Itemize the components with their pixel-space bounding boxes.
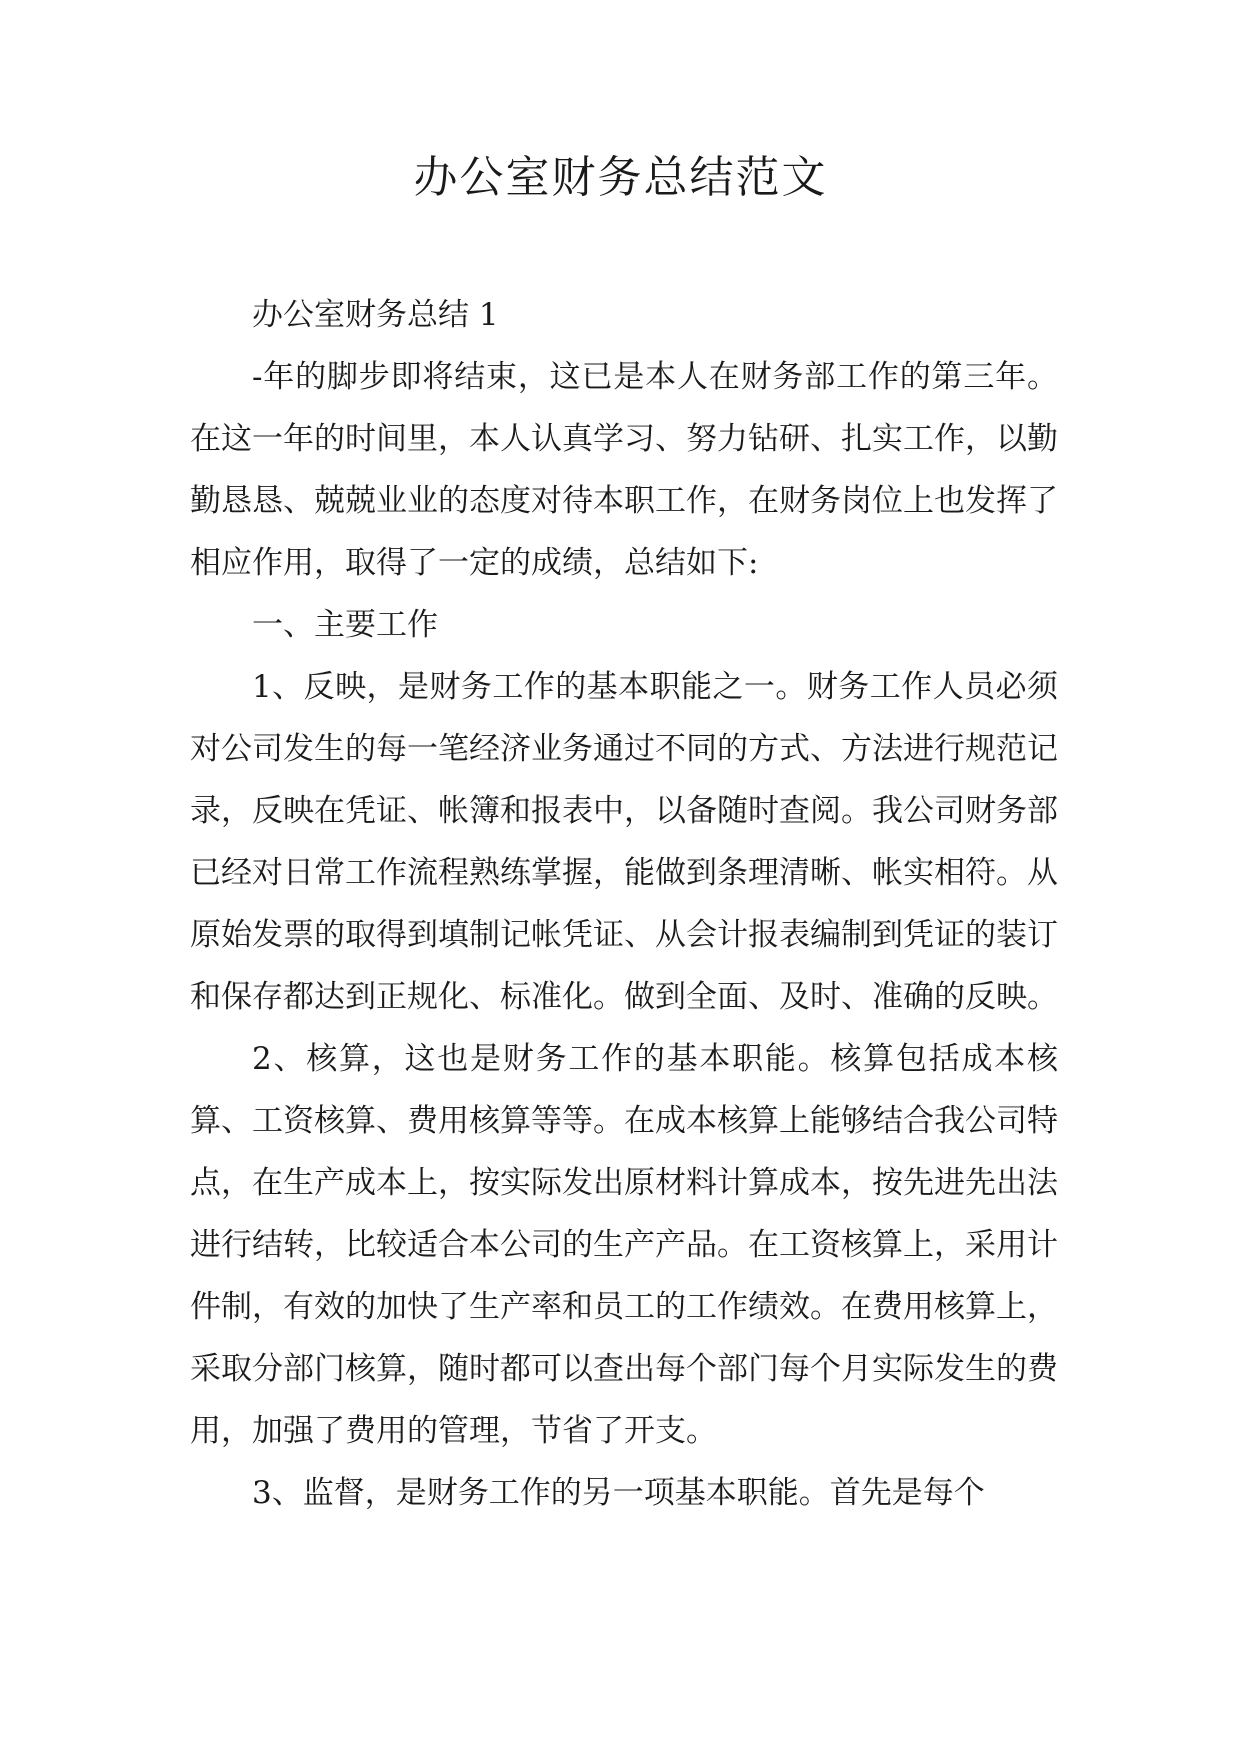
document-title: 办公室财务总结范文 [413,152,828,203]
document-body [190,284,1058,1524]
paragraph-intro: -年的脚步即将结束，这已是本人在财务部工作的第三年。在这一年的时间里，本人认真学习、努力钻研、扎实工作，以勤勤恳恳、兢兢业业的态度对待本职工作，在财务岗位上也发挥了相应作用，取得了一定的成绩，总结如下: [190,359,1058,581]
section-heading: 办公室财务总结 1 [252,297,499,333]
paragraph-supervision: 3、监督，是财务工作的另一项基本职能。首先是每个 [252,1475,985,1511]
paragraph-accounting: 2、核算，这也是财务工作的基本职能。核算包括成本核算、工资核算、费用核算等等。在成本核算上能够结合我公司特点，在生产成本上，按实际发出原材料计算成本，按先进先出法进行结转，比较适合本公司的生产产品。在工资核算上，采用计件制，有效的加快了生产率和员工的工作绩效。在费用核算上，采取分部门核算，随时都可以查出每个部门每个月实际发生的费用，加强了费用的管理，节省了开支。 [190,1041,1058,1449]
paragraph-reflection: 1、反映，是财务工作的基本职能之一。财务工作人员必须对公司发生的每一笔经济业务通过不同的方式、方法进行规范记录，反映在凭证、帐簿和报表中，以备随时查阅。我公司财务部已经对日常工作流程熟练掌握，能做到条理清晰、帐实相符。从原始发票的取得到填制记帐凭证、从会计报表编制到凭证的装订和保存都达到正规化、标准化。做到全面、及时、准确的反映。 [190,669,1058,1015]
subsection-heading: 一、主要工作 [252,607,438,643]
